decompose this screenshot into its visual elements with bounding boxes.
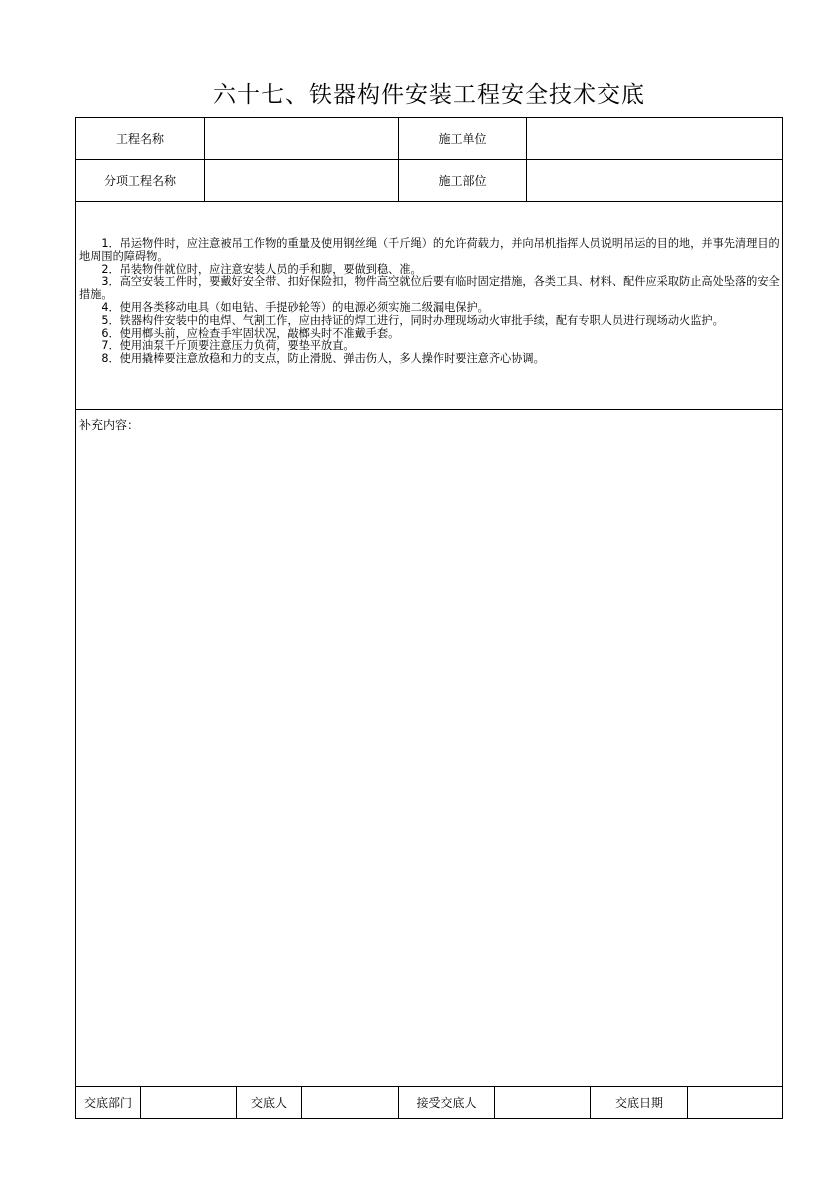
safety-item: 4．使用各类移动电具（如电钻、手提砂轮等）的电源必须实施二级漏电保护。 (79, 300, 489, 314)
disclosure-content (76, 202, 782, 410)
safety-item: 3．高空安装工件时，要戴好安全带、扣好保险扣，物件高空就位后要有临时固定措施，各类工具、材料、配件应采取防止高处坠落的安全措施。 (79, 275, 780, 302)
safety-item: 6．使用榔头前，应检查手牢固状况，敲榔头时不准戴手套。 (79, 326, 400, 340)
person-label: 交底人 (236, 1087, 301, 1118)
supplement-label: 补充内容： (79, 418, 140, 432)
person-field[interactable] (301, 1087, 398, 1118)
footer-row (76, 1087, 782, 1118)
header-row-1 (76, 118, 782, 160)
disclosure-form (75, 117, 783, 1119)
construction-part-field[interactable] (526, 160, 782, 201)
supplement-section[interactable] (76, 410, 782, 1087)
construction-unit-label: 施工单位 (398, 118, 526, 159)
safety-item: 5．铁器构件安装中的电焊、气割工作，应由持证的焊工进行，同时办理现场动火审批手续，配有专职人员进行现场动火监护。 (79, 313, 724, 327)
sub-project-label: 分项工程名称 (103, 174, 176, 188)
header-row-2 (76, 160, 782, 202)
safety-item: 7．使用油泵千斤顶要注意压力负荷，要垫平放直。 (79, 339, 355, 353)
construction-part-label: 施工部位 (398, 160, 526, 201)
safety-item: 1．吊运物件时，应注意被吊工作物的重量及使用钢丝绳（千斤绳）的允许荷载力，并向吊机指挥人员说明吊运的目的地，并事先清理目的地周围的障碍物。 (79, 237, 780, 263)
safety-item: 2．吊装物件就位时，应注意安装人员的手和脚，要做到稳、准。 (79, 262, 422, 276)
sub-project-field[interactable] (204, 160, 398, 201)
dept-label: 交底部门 (83, 1096, 132, 1110)
receiver-label: 接受交底人 (398, 1087, 494, 1118)
construction-unit-field[interactable] (526, 118, 782, 159)
project-name-field[interactable] (204, 118, 398, 159)
safety-item: 8．使用撬棒要注意放稳和力的支点，防止滑脱、弹击伤人，多人操作时要注意齐心协调。 (79, 352, 545, 366)
date-label: 交底日期 (590, 1087, 687, 1118)
project-name-label: 工程名称 (115, 132, 164, 146)
dept-field[interactable] (140, 1087, 236, 1118)
safety-items-list (79, 238, 780, 366)
document-title: 六十七、铁器构件安装工程安全技术交底 (213, 82, 645, 108)
receiver-field[interactable] (494, 1087, 590, 1118)
date-field[interactable] (687, 1087, 782, 1118)
